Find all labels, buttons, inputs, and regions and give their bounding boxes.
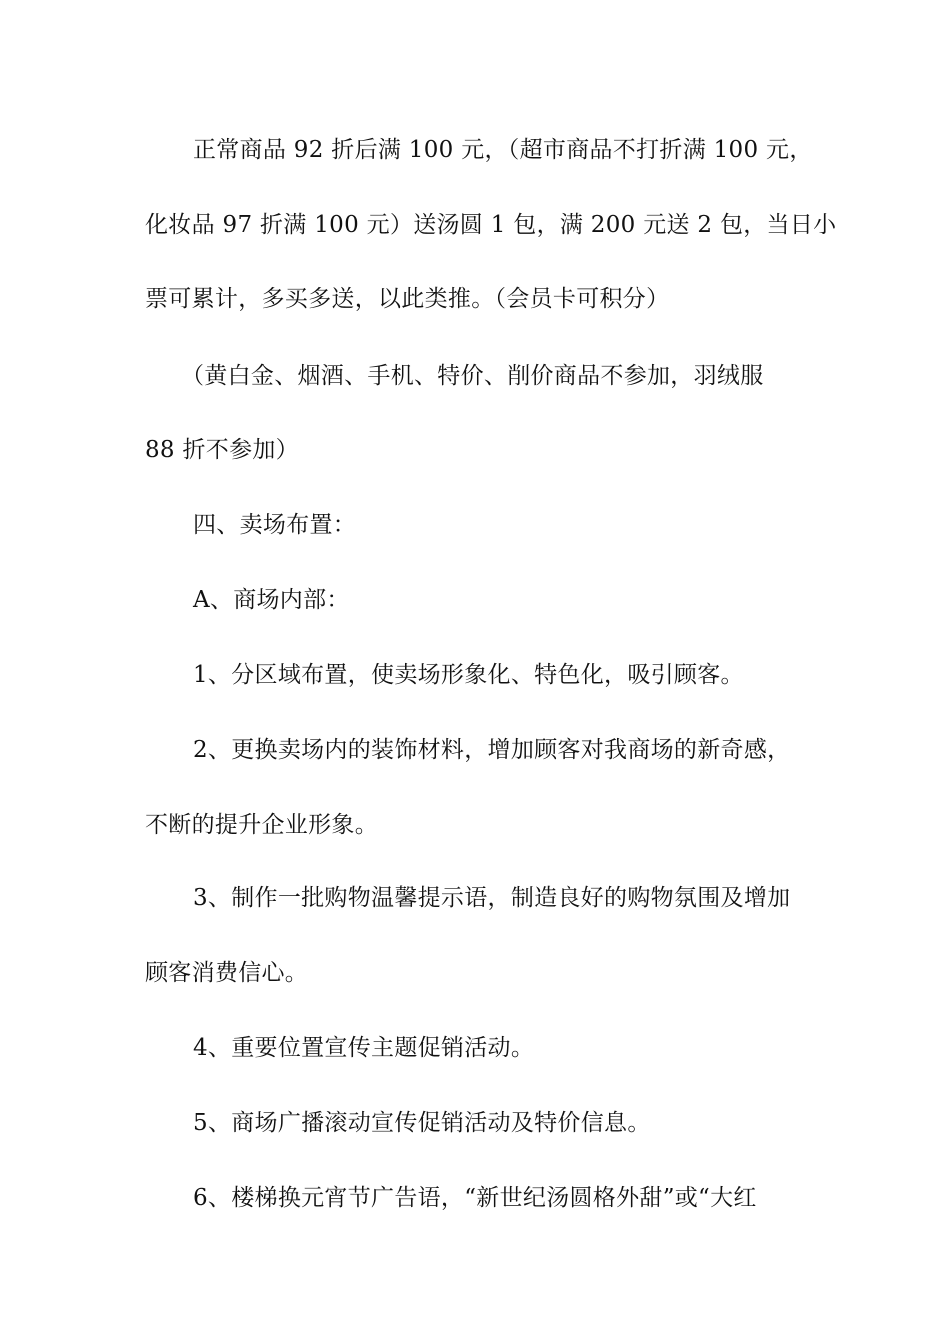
list-item: 1、分区域布置，使卖场形象化、特色化，吸引顾客。: [193, 662, 744, 688]
paragraph-line: 票可累计，多买多送，以此类推。（会员卡可积分）: [145, 286, 670, 312]
subsection-heading: A、商场内部：: [193, 587, 350, 613]
list-item: 2、更换卖场内的装饰材料，增加顾客对我商场的新奇感，: [193, 737, 791, 763]
list-item: 5、商场广播滚动宣传促销活动及特价信息。: [193, 1110, 651, 1136]
paragraph-line: 88 折不参加）: [145, 437, 299, 463]
section-heading: 四、卖场布置：: [193, 512, 357, 538]
paragraph-line: 正常商品 92 折后满 100 元，（超市商品不打折满 100 元，: [193, 137, 813, 163]
list-item-continuation: 顾客消费信心。: [145, 960, 309, 986]
list-item: 3、制作一批购物温馨提示语，制造良好的购物氛围及增加: [193, 885, 791, 911]
list-item: 4、重要位置宣传主题促销活动。: [193, 1035, 535, 1061]
paragraph-line: 化妆品 97 折满 100 元）送汤圆 1 包，满 200 元送 2 包，当日小: [145, 212, 837, 238]
list-item-continuation: 不断的提升企业形象。: [145, 812, 378, 838]
paragraph-line: （黄白金、烟酒、手机、特价、削价商品不参加，羽绒服: [181, 363, 764, 389]
list-item: 6、楼梯换元宵节广告语，“新世纪汤圆格外甜”或“大红: [193, 1185, 757, 1211]
